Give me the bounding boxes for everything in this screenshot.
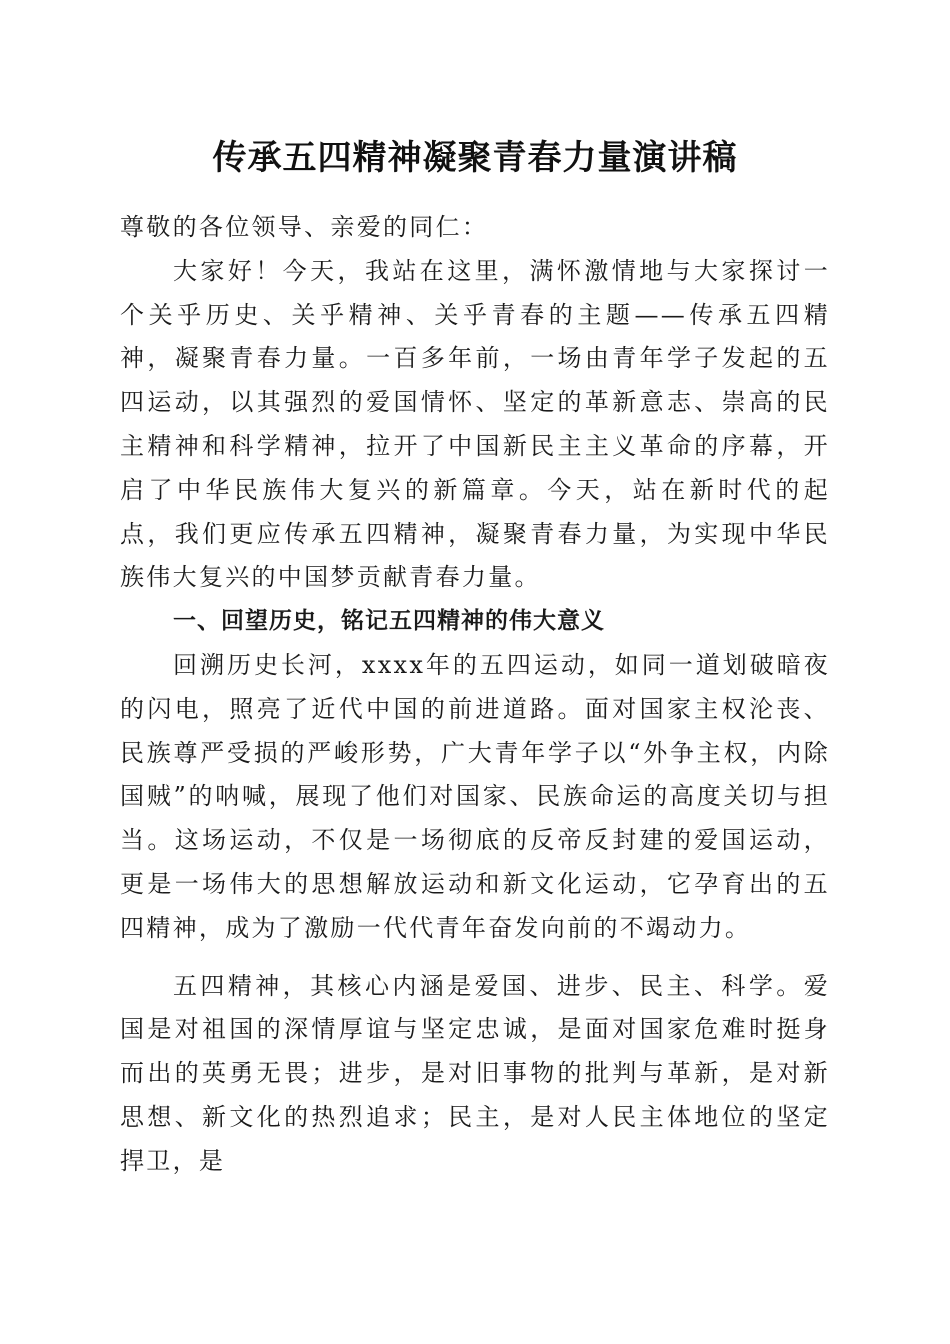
- section-heading: 一、回望历史，铭记五四精神的伟大意义: [173, 608, 605, 635]
- document-title: 传承五四精神凝聚青春力量演讲稿: [212, 138, 738, 178]
- salutation: 尊敬的各位领导、亲爱的同仁：: [120, 213, 489, 241]
- document-body: [120, 206, 830, 1184]
- section-paragraph-2: 五四精神，其核心内涵是爱国、进步、民主、科学。爱国是对祖国的深情厚谊与坚定忠诚，是面对国家危难时挺身而出的英勇无畏；进步，是对旧事物的批判与革新，是对新思想、新文化的热烈追求；民主，是对人民主体地位的坚定捍卫，是: [120, 971, 830, 1175]
- intro-paragraph: 大家好！今天，我站在这里，满怀激情地与大家探讨一个关乎历史、关乎精神、关乎青春的主题——传承五四精神，凝聚青春力量。一百多年前，一场由青年学子发起的五四运动，以其强烈的爱国情怀、坚定的革新意志、崇高的民主精神和科学精神，拉开了中国新民主主义革命的序幕，开启了中华民族伟大复兴的新篇章。今天，站在新时代的起点，我们更应传承五四精神，凝聚青春力量，为实现中华民族伟大复兴的中国梦贡献青春力量。: [120, 256, 830, 592]
- section-paragraph-1: 回溯历史长河，xxxx年的五四运动，如同一道划破暗夜的闪电，照亮了近代中国的前进道路。面对国家主权沦丧、民族尊严受损的严峻形势，广大青年学子以“外争主权，内除国贼”的呐喊，展现了他们对国家、民族命运的高度关切与担当。这场运动，不仅是一场彻底的反帝反封建的爱国运动，更是一场伟大的思想解放运动和新文化运动，它孕育出的五四精神，成为了激励一代代青年奋发向前的不竭动力。: [120, 650, 830, 942]
